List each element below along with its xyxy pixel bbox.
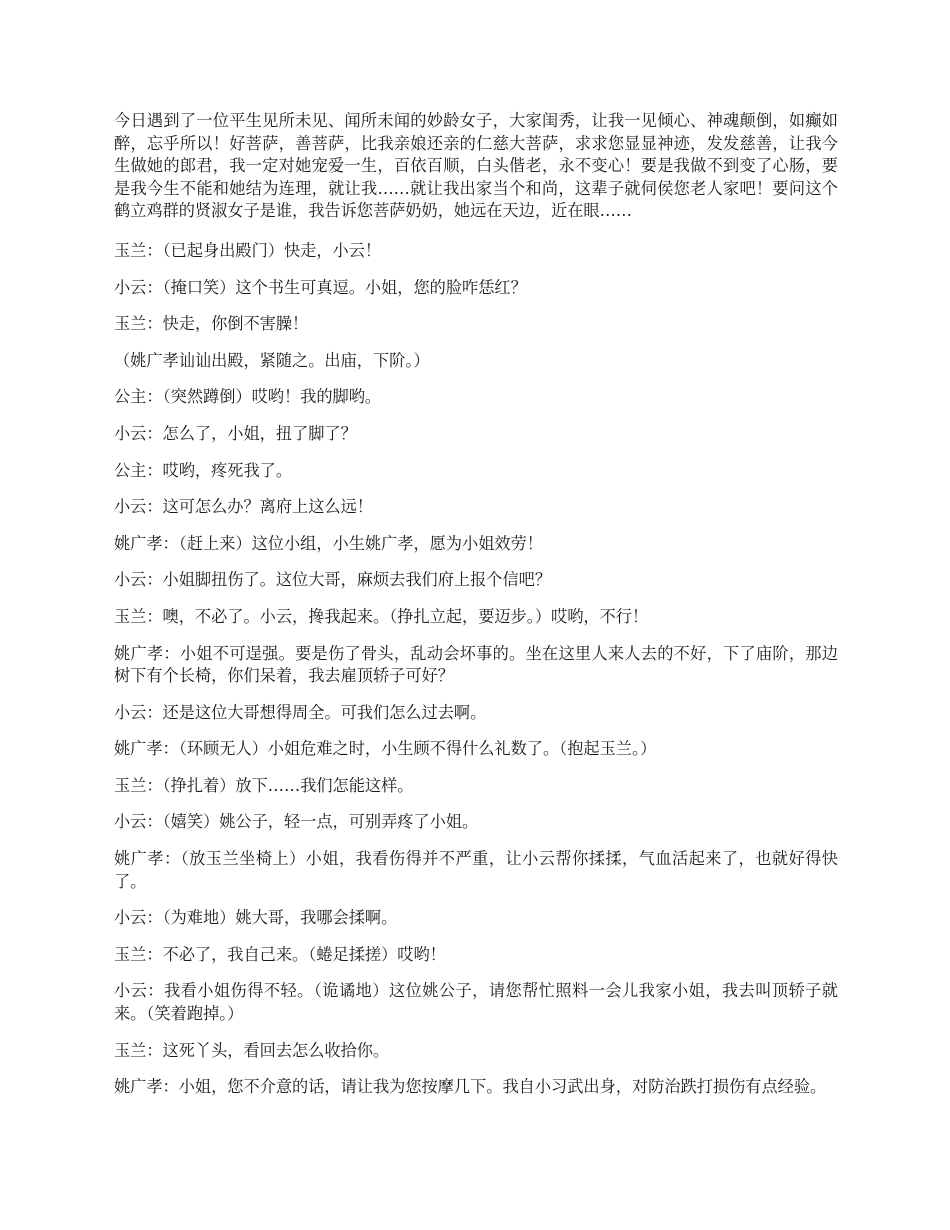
dialogue-line: 小云：还是这位大哥想得周全。可我们怎么过去啊。	[114, 702, 487, 722]
monologue-paragraph: 今日遇到了一位平生见所未见、闻所未闻的妙龄女子，大家闺秀，让我一见倾心、神魂颠倒，如癫如醉，忘乎所以！好菩萨，善菩萨，比我亲娘还亲的仁慈大菩萨，求求您显显神迹，发发慈善，让我今生做她的郎君，我一定对她宠爱一生，百依百顺，白头偕老，永不变心！要是我做不到变了心肠，要是我今生不能和她结为连理，就让我……就让我出家当个和尚，这辈子就伺侯您老人家吧！要问这个鹤立鸡群的贤淑女子是谁，我告诉您菩萨奶奶，她远在天边，近在眼……	[114, 111, 838, 221]
dialogue-line: 小云：（嬉笑）姚公子，轻一点，可别弄疼了小姐。	[114, 812, 479, 832]
dialogue-line: 公主：哎哟，疼死我了。	[114, 460, 293, 480]
dialogue-line: 玉兰：（挣扎着）放下……我们怎能这样。	[114, 775, 414, 795]
dialogue-line: 公主：（突然蹲倒）哎哟！我的脚哟。	[114, 387, 382, 407]
dialogue-line: 小云：小姐脚扭伤了。这位大哥，麻烦去我们府上报个信吧？	[114, 570, 552, 590]
dialogue-line: 玉兰：快走，你倒不害臊！	[114, 314, 309, 334]
stage-direction: （姚广孝讪讪出殿，紧随之。出庙，下阶。）	[114, 350, 430, 370]
dialogue-line: 姚广孝：（赶上来）这位小组，小生姚广孝，愿为小姐效劳！	[114, 533, 543, 553]
dialogue-line: 玉兰：噢，不必了。小云，搀我起来。（挣扎立起，要迈步。）哎哟，不行！	[114, 606, 649, 626]
dialogue-line: 小云：（为难地）姚大哥，我哪会揉啊。	[114, 908, 398, 928]
dialogue-line: 小云：我看小姐伤得不轻。（诡谲地）这位姚公子，请您帮忙照料一会儿我家小姐，我去叫顶轿子就来。（笑着跑掉。）	[114, 981, 838, 1024]
dialogue-line: 姚广孝：（环顾无人）小姐危难之时，小生顾不得什么礼数了。（抱起玉兰。）	[114, 739, 657, 759]
document-body	[114, 110, 838, 1113]
dialogue-line: 姚广孝：小姐，您不介意的话，请让我为您按摩几下。我自小习武出身，对防治跌打损伤有点经验。	[114, 1077, 827, 1097]
dialogue-line: 小云：这可怎么办？离府上这么远！	[114, 497, 373, 517]
dialogue-line: 玉兰：这死丫头，看回去怎么收拾你。	[114, 1040, 390, 1060]
dialogue-line: 玉兰：（已起身出殿门）快走，小云！	[114, 240, 382, 260]
dialogue-line: 姚广孝：小姐不可逞强。要是伤了骨头，乱动会坏事的。坐在这里人来人去的不好，下了庙阶，那边树下有个长椅，你们呆着，我去雇顶轿子可好？	[114, 643, 838, 686]
dialogue-line: 玉兰：不必了，我自己来。（蜷足揉搓）哎哟！	[114, 944, 446, 964]
dialogue-line: 小云：怎么了，小姐，扭了脚了？	[114, 423, 357, 443]
dialogue-line: 小云：（掩口笑）这个书生可真逗。小姐，您的脸咋恁红？	[114, 277, 527, 297]
dialogue-line: 姚广孝：（放玉兰坐椅上）小姐，我看伤得并不严重，让小云帮你揉揉，气血活起来了，也就好得快了。	[114, 849, 838, 891]
